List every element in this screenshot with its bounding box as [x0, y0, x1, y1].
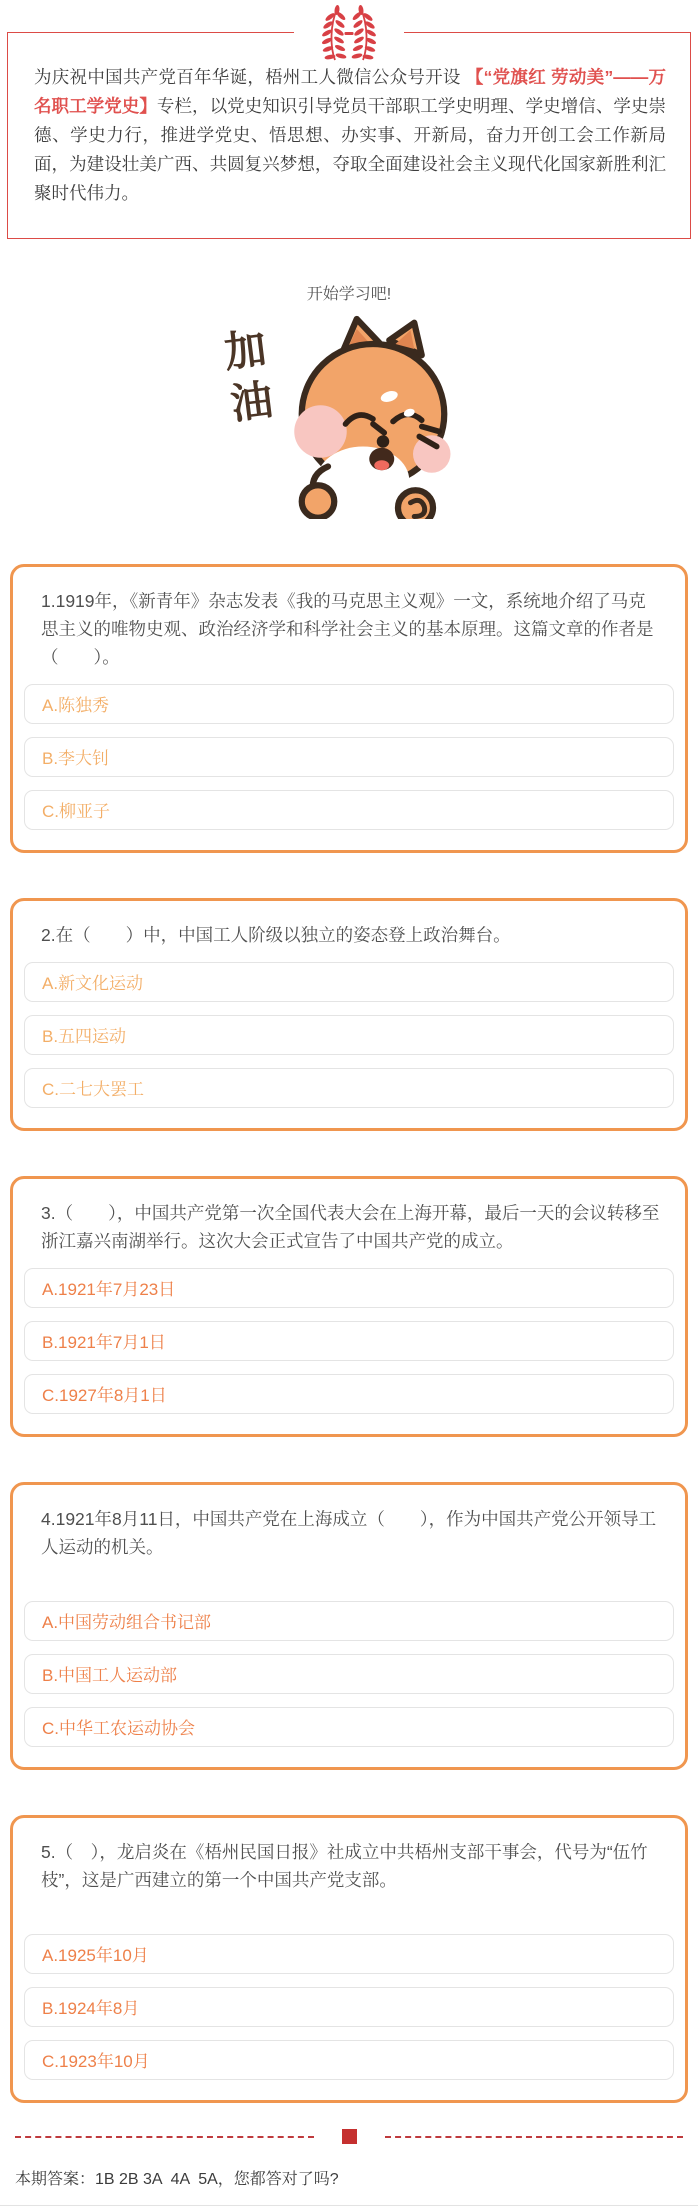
option-label: A.中国劳动组合书记部 [42, 1613, 212, 1632]
study-prompt: 开始学习吧! [306, 286, 392, 303]
intro-box [7, 32, 691, 239]
question-4-option-b[interactable] [24, 1654, 674, 1694]
question-3-option-a[interactable] [24, 1268, 674, 1308]
question-text: 4.1921年8月11日，中国共产党在上海成立（ ），作为中国共产党公开领导工人运动的机关。 [41, 1509, 657, 1557]
option-label: A.1921年7月23日 [42, 1280, 176, 1299]
intro-paragraph [34, 63, 666, 208]
sticker-caption: 加油 [216, 325, 277, 435]
question-text: 2.在（ ）中，中国工人阶级以独立的姿态登上政治舞台。 [41, 925, 511, 945]
question-text: 5.（ ），龙启炎在《梧州民国日报》社成立中共梧州支部干事会，代号为“伍竹枝”，这是广西建立的第一个中国共产党支部。 [41, 1842, 648, 1890]
question-5-option-b[interactable] [24, 1987, 674, 2027]
option-label: A.陈独秀 [42, 696, 110, 715]
question-3-option-b[interactable] [24, 1321, 674, 1361]
question-card-5 [10, 1815, 688, 2103]
article-page [0, 32, 698, 2210]
question-1-option-a[interactable] [24, 684, 674, 724]
option-label: A.1925年10月 [42, 1946, 149, 1965]
question-1-option-b[interactable] [24, 737, 674, 777]
question-1-option-c[interactable] [24, 790, 674, 830]
shiba-dog-illustration [273, 314, 473, 519]
question-2-option-c[interactable] [24, 1068, 674, 1108]
option-label: B.1924年8月 [42, 1999, 140, 2018]
question-text: 3.（ ），中国共产党第一次全国代表大会在上海开幕，最后一天的会议转移至浙江嘉兴南湖举行。这次大会正式宣告了中国共产党的成立。 [41, 1203, 660, 1251]
option-label: B.中国工人运动部 [42, 1666, 178, 1685]
dashed-line [15, 2136, 314, 2138]
red-square-icon [342, 2129, 357, 2144]
question-4-option-c[interactable] [24, 1707, 674, 1747]
option-label: C.1923年10月 [42, 2052, 150, 2071]
option-label: C.二七大罢工 [42, 1080, 144, 1099]
question-5-option-c[interactable] [24, 2040, 674, 2080]
question-2-option-b[interactable] [24, 1015, 674, 1055]
question-text: 1.1919年，《新青年》杂志发表《我的马克思主义观》一文，系统地介绍了马克思主义的唯物史观、政治经济学和科学社会主义的基本原理。这篇文章的作者是（ ）。 [41, 591, 654, 667]
option-label: C.中华工农运动协会 [42, 1719, 195, 1738]
cheer-sticker [0, 314, 698, 519]
question-card-4 [10, 1482, 688, 1770]
option-label: A.新文化运动 [42, 974, 144, 993]
dashed-line [385, 2136, 684, 2138]
question-3-option-c[interactable] [24, 1374, 674, 1414]
intro-text-post: 专栏，以党史知识引导党员干部职工学史明理、学史增信、学史崇德、学史力行，推进学党史、悟思想、办实事、开新局，奋力开创工会工作新局面，为建设壮美广西、共圆复兴梦想，夺取全面建设社会主义现代化国家新胜利汇聚时代伟力。 [34, 96, 667, 203]
question-card-2 [10, 898, 688, 1131]
intro-text-highlight: 【“党旗红 劳动美”——万名职工学党史】 [34, 67, 666, 116]
question-card-3 [10, 1176, 688, 1437]
section-divider [15, 2129, 683, 2144]
laurel-wreath-icon [294, 5, 404, 63]
question-4-option-a[interactable] [24, 1601, 674, 1641]
option-label: C.柳亚子 [42, 802, 110, 821]
option-label: B.五四运动 [42, 1027, 127, 1046]
option-label: C.1927年8月1日 [42, 1386, 167, 1405]
question-5-option-a[interactable] [24, 1934, 674, 1974]
question-2-option-a[interactable] [24, 962, 674, 1002]
question-card-1 [10, 564, 688, 853]
intro-text-pre: 为庆祝中国共产党百年华诞，梧州工人微信公众号开设 [34, 67, 466, 87]
option-label: B.1921年7月1日 [42, 1333, 166, 1352]
bottom-divider [0, 2205, 698, 2206]
answers-line: 本期答案：1B 2B 3A 4A 5A，您都答对了吗? [15, 2171, 339, 2188]
option-label: B.李大钊 [42, 749, 110, 768]
